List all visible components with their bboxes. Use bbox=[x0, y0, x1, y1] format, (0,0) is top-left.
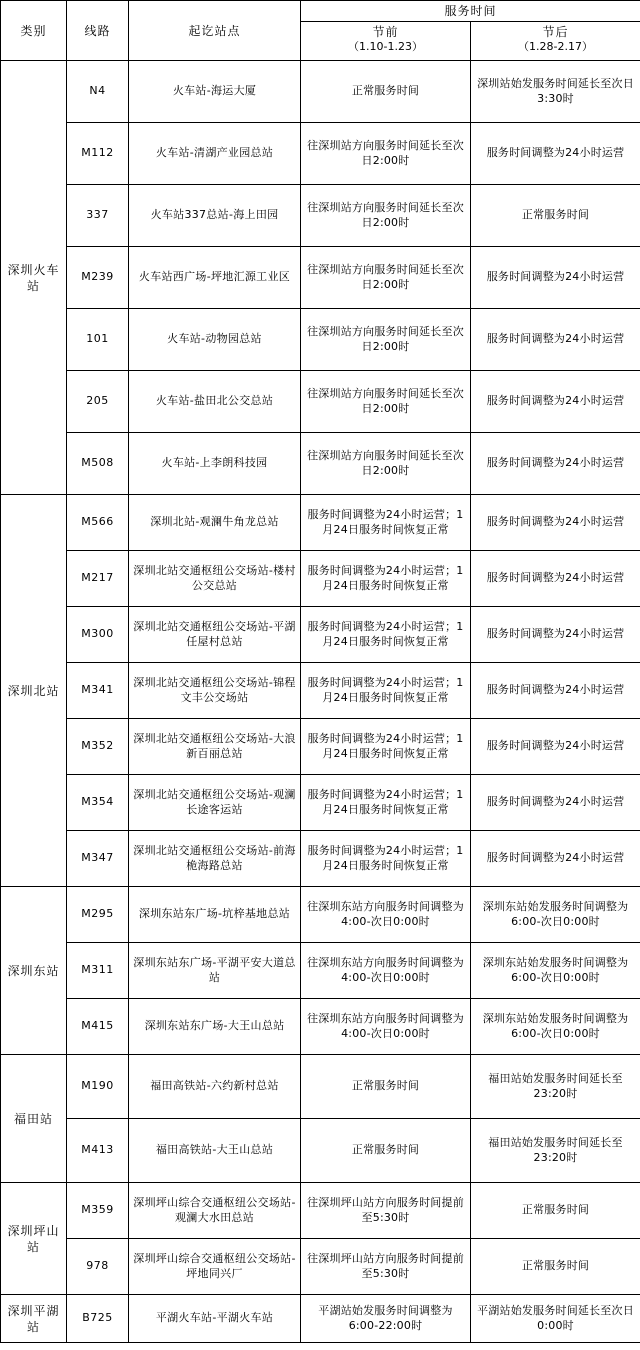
header-row-top bbox=[1, 1, 640, 22]
line-cell: M354 bbox=[67, 775, 129, 831]
pre-holiday-cell: 往深圳站方向服务时间延长至次日2:00时 bbox=[301, 371, 471, 433]
table-row bbox=[1, 943, 640, 999]
post-holiday-cell: 服务时间调整为24小时运营 bbox=[471, 371, 640, 433]
pre-holiday-cell: 平湖站始发服务时间调整为6:00-22:00时 bbox=[301, 1295, 471, 1343]
stops-cell: 火车站-上李朗科技园 bbox=[129, 433, 301, 495]
post-holiday-cell: 服务时间调整为24小时运营 bbox=[471, 607, 640, 663]
table-row bbox=[1, 1295, 640, 1343]
post-holiday-cell: 服务时间调整为24小时运营 bbox=[471, 663, 640, 719]
header-post-holiday-dates: （1.28-2.17） bbox=[518, 40, 593, 54]
category-cell: 深圳北站 bbox=[1, 495, 67, 887]
table-row bbox=[1, 371, 640, 433]
stops-cell: 火车站337总站-海上田园 bbox=[129, 185, 301, 247]
table-row bbox=[1, 607, 640, 663]
table-row bbox=[1, 495, 640, 551]
line-cell: M239 bbox=[67, 247, 129, 309]
stops-cell: 火车站-动物园总站 bbox=[129, 309, 301, 371]
table-row bbox=[1, 831, 640, 887]
header-line: 线路 bbox=[67, 1, 129, 61]
pre-holiday-cell: 正常服务时间 bbox=[301, 61, 471, 123]
stops-cell: 深圳北站交通枢纽公交场站-平湖任屋村总站 bbox=[129, 607, 301, 663]
post-holiday-cell: 服务时间调整为24小时运营 bbox=[471, 309, 640, 371]
table-row bbox=[1, 1119, 640, 1183]
post-holiday-cell: 服务时间调整为24小时运营 bbox=[471, 551, 640, 607]
post-holiday-cell: 正常服务时间 bbox=[471, 1183, 640, 1239]
category-cell: 深圳平湖站 bbox=[1, 1295, 67, 1343]
line-cell: M347 bbox=[67, 831, 129, 887]
pre-holiday-cell: 往深圳站方向服务时间延长至次日2:00时 bbox=[301, 433, 471, 495]
post-holiday-cell: 深圳东站始发服务时间调整为6:00-次日0:00时 bbox=[471, 943, 640, 999]
line-cell: M359 bbox=[67, 1183, 129, 1239]
line-cell: M295 bbox=[67, 887, 129, 943]
stops-cell: 深圳北站交通枢纽公交场站-大浪新百丽总站 bbox=[129, 719, 301, 775]
pre-holiday-cell: 服务时间调整为24小时运营；1月24日服务时间恢复正常 bbox=[301, 495, 471, 551]
stops-cell: 平湖火车站-平湖火车站 bbox=[129, 1295, 301, 1343]
line-cell: 205 bbox=[67, 371, 129, 433]
pre-holiday-cell: 往深圳坪山站方向服务时间提前至5:30时 bbox=[301, 1239, 471, 1295]
post-holiday-cell: 服务时间调整为24小时运营 bbox=[471, 433, 640, 495]
table-row bbox=[1, 123, 640, 185]
table-row bbox=[1, 185, 640, 247]
table-row bbox=[1, 663, 640, 719]
header-post-holiday bbox=[471, 22, 640, 61]
pre-holiday-cell: 服务时间调整为24小时运营；1月24日服务时间恢复正常 bbox=[301, 775, 471, 831]
pre-holiday-cell: 往深圳东站方向服务时间调整为4:00-次日0:00时 bbox=[301, 887, 471, 943]
stops-cell: 深圳北站交通枢纽公交场站-楼村公交总站 bbox=[129, 551, 301, 607]
line-cell: M566 bbox=[67, 495, 129, 551]
post-holiday-cell: 深圳站始发服务时间延长至次日3:30时 bbox=[471, 61, 640, 123]
line-cell: 978 bbox=[67, 1239, 129, 1295]
stops-cell: 火车站-清湖产业园总站 bbox=[129, 123, 301, 185]
table-header bbox=[1, 1, 640, 61]
pre-holiday-cell: 服务时间调整为24小时运营；1月24日服务时间恢复正常 bbox=[301, 607, 471, 663]
line-cell: 337 bbox=[67, 185, 129, 247]
pre-holiday-cell: 服务时间调整为24小时运营；1月24日服务时间恢复正常 bbox=[301, 551, 471, 607]
post-holiday-cell: 服务时间调整为24小时运营 bbox=[471, 831, 640, 887]
stops-cell: 深圳北站交通枢纽公交场站-锦程文丰公交场站 bbox=[129, 663, 301, 719]
pre-holiday-cell: 往深圳站方向服务时间延长至次日2:00时 bbox=[301, 123, 471, 185]
line-cell: M300 bbox=[67, 607, 129, 663]
stops-cell: 火车站-盐田北公交总站 bbox=[129, 371, 301, 433]
pre-holiday-cell: 往深圳站方向服务时间延长至次日2:00时 bbox=[301, 185, 471, 247]
pre-holiday-cell: 往深圳站方向服务时间延长至次日2:00时 bbox=[301, 309, 471, 371]
table-row bbox=[1, 433, 640, 495]
category-cell: 深圳火车站 bbox=[1, 61, 67, 495]
pre-holiday-cell: 往深圳东站方向服务时间调整为4:00-次日0:00时 bbox=[301, 999, 471, 1055]
table-row bbox=[1, 999, 640, 1055]
post-holiday-cell: 正常服务时间 bbox=[471, 185, 640, 247]
stops-cell: 福田高铁站-六约新村总站 bbox=[129, 1055, 301, 1119]
post-holiday-cell: 深圳东站始发服务时间调整为6:00-次日0:00时 bbox=[471, 887, 640, 943]
post-holiday-cell: 服务时间调整为24小时运营 bbox=[471, 247, 640, 309]
header-stops: 起讫站点 bbox=[129, 1, 301, 61]
post-holiday-cell: 服务时间调整为24小时运营 bbox=[471, 123, 640, 185]
stops-cell: 福田高铁站-大王山总站 bbox=[129, 1119, 301, 1183]
line-cell: M311 bbox=[67, 943, 129, 999]
stops-cell: 深圳东站东广场-大王山总站 bbox=[129, 999, 301, 1055]
table-row bbox=[1, 247, 640, 309]
line-cell: N4 bbox=[67, 61, 129, 123]
header-post-holiday-label: 节后 bbox=[542, 25, 569, 40]
stops-cell: 深圳东站东广场-平湖平安大道总站 bbox=[129, 943, 301, 999]
post-holiday-cell: 服务时间调整为24小时运营 bbox=[471, 775, 640, 831]
pre-holiday-cell: 往深圳坪山站方向服务时间提前至5:30时 bbox=[301, 1183, 471, 1239]
header-pre-holiday-dates: （1.10-1.23） bbox=[348, 40, 423, 54]
post-holiday-cell: 福田站始发服务时间延长至23:20时 bbox=[471, 1119, 640, 1183]
table-row bbox=[1, 1183, 640, 1239]
line-cell: M112 bbox=[67, 123, 129, 185]
stops-cell: 深圳北站-观澜牛角龙总站 bbox=[129, 495, 301, 551]
stops-cell: 火车站-海运大厦 bbox=[129, 61, 301, 123]
line-cell: M217 bbox=[67, 551, 129, 607]
table-row bbox=[1, 551, 640, 607]
line-cell: M352 bbox=[67, 719, 129, 775]
header-service-time: 服务时间 bbox=[301, 1, 640, 22]
pre-holiday-cell: 往深圳东站方向服务时间调整为4:00-次日0:00时 bbox=[301, 943, 471, 999]
line-cell: 101 bbox=[67, 309, 129, 371]
line-cell: B725 bbox=[67, 1295, 129, 1343]
table-row bbox=[1, 1239, 640, 1295]
pre-holiday-cell: 正常服务时间 bbox=[301, 1055, 471, 1119]
table-row bbox=[1, 309, 640, 371]
table-row bbox=[1, 719, 640, 775]
header-pre-holiday bbox=[301, 22, 471, 61]
pre-holiday-cell: 往深圳站方向服务时间延长至次日2:00时 bbox=[301, 247, 471, 309]
stops-cell: 深圳坪山综合交通枢纽公交场站-观澜大水田总站 bbox=[129, 1183, 301, 1239]
pre-holiday-cell: 正常服务时间 bbox=[301, 1119, 471, 1183]
line-cell: M415 bbox=[67, 999, 129, 1055]
header-category: 类别 bbox=[1, 1, 67, 61]
header-pre-holiday-label: 节前 bbox=[372, 25, 399, 40]
line-cell: M508 bbox=[67, 433, 129, 495]
post-holiday-cell: 平湖站始发服务时间延长至次日0:00时 bbox=[471, 1295, 640, 1343]
category-cell: 深圳坪山站 bbox=[1, 1183, 67, 1295]
stops-cell: 深圳东站东广场-坑梓基地总站 bbox=[129, 887, 301, 943]
stops-cell: 深圳坪山综合交通枢纽公交场站-坪地同兴厂 bbox=[129, 1239, 301, 1295]
table-row bbox=[1, 1055, 640, 1119]
stops-cell: 火车站西广场-坪地汇源工业区 bbox=[129, 247, 301, 309]
post-holiday-cell: 正常服务时间 bbox=[471, 1239, 640, 1295]
post-holiday-cell: 深圳东站始发服务时间调整为6:00-次日0:00时 bbox=[471, 999, 640, 1055]
line-cell: M190 bbox=[67, 1055, 129, 1119]
line-cell: M413 bbox=[67, 1119, 129, 1183]
stops-cell: 深圳北站交通枢纽公交场站-前海桅海路总站 bbox=[129, 831, 301, 887]
table-row bbox=[1, 887, 640, 943]
table-row bbox=[1, 775, 640, 831]
post-holiday-cell: 服务时间调整为24小时运营 bbox=[471, 719, 640, 775]
pre-holiday-cell: 服务时间调整为24小时运营；1月24日服务时间恢复正常 bbox=[301, 831, 471, 887]
pre-holiday-cell: 服务时间调整为24小时运营；1月24日服务时间恢复正常 bbox=[301, 719, 471, 775]
post-holiday-cell: 福田站始发服务时间延长至23:20时 bbox=[471, 1055, 640, 1119]
category-cell: 深圳东站 bbox=[1, 887, 67, 1055]
post-holiday-cell: 服务时间调整为24小时运营 bbox=[471, 495, 640, 551]
category-cell: 福田站 bbox=[1, 1055, 67, 1183]
stops-cell: 深圳北站交通枢纽公交场站-观澜长途客运站 bbox=[129, 775, 301, 831]
table-row bbox=[1, 61, 640, 123]
table-body bbox=[1, 61, 640, 1343]
line-cell: M341 bbox=[67, 663, 129, 719]
pre-holiday-cell: 服务时间调整为24小时运营；1月24日服务时间恢复正常 bbox=[301, 663, 471, 719]
